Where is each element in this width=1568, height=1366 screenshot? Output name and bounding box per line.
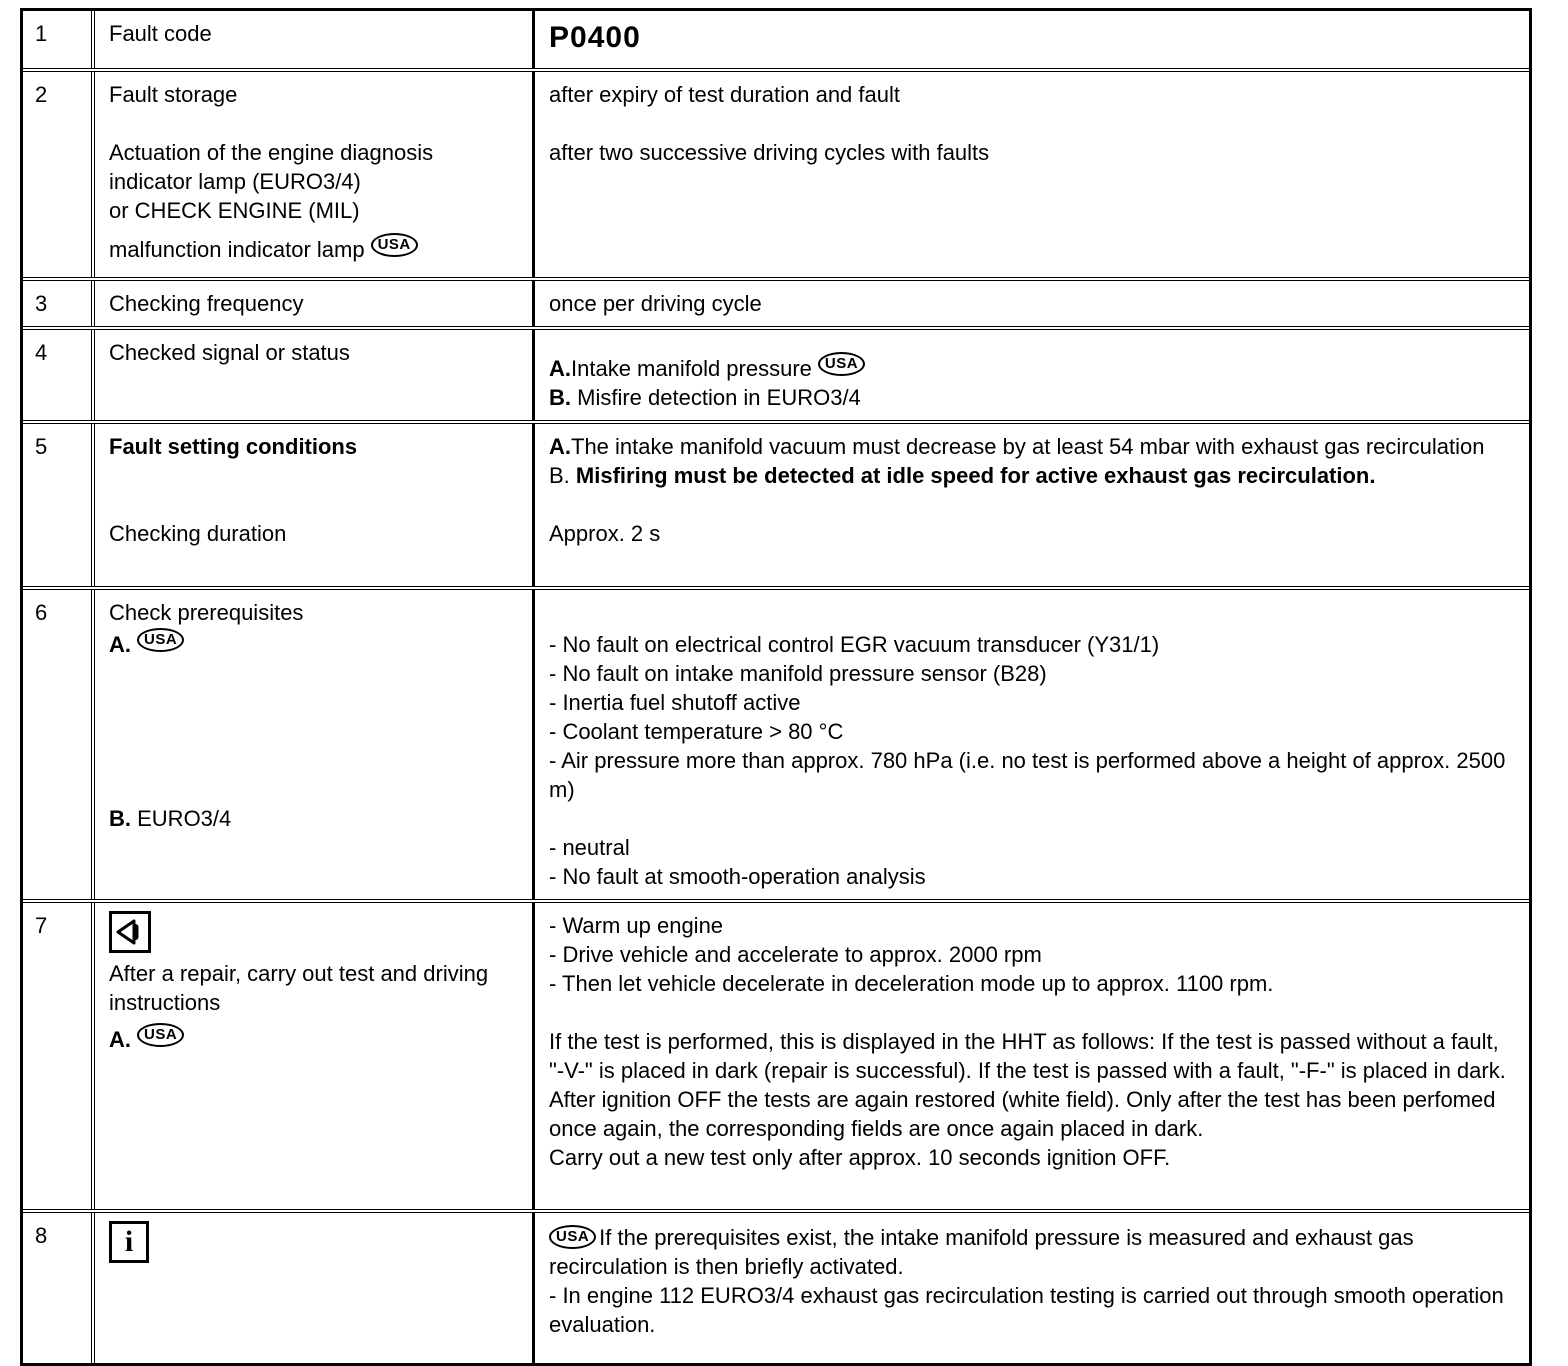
repair-test-label: After a repair, carry out test and driving instructions [109, 961, 489, 1015]
fault-storage-value: after expiry of test duration and fault [549, 82, 900, 107]
row-number: 3 [23, 281, 95, 326]
driving-steps-list [549, 911, 1513, 998]
check-prerequisites-label: Check prerequisites [109, 600, 304, 625]
fault-code-table [20, 8, 1532, 1366]
row-label [95, 590, 535, 899]
prereq-b-text: EURO3/4 [137, 806, 232, 831]
table-row-5 [23, 420, 1529, 586]
row-label [95, 1213, 535, 1363]
list-item: - Then let vehicle decelerate in deceleration mode up to approx. 1100 rpm. [549, 971, 1274, 996]
driving-cycles-value: after two successive driving cycles with faults [549, 140, 990, 165]
signal-a-text: Intake manifold pressure [571, 356, 812, 381]
list-item: - Drive vehicle and accelerate to approx. 2000 rpm [549, 942, 1042, 967]
condition-b-line [549, 461, 1513, 490]
prereq-list-b [549, 833, 1513, 891]
row-label [95, 72, 535, 277]
info-icon [109, 1221, 149, 1263]
info-text: If the prerequisites exist, the intake manifold pressure is measured and exhaust gas recirculation is then briefly activated. [549, 1225, 1414, 1279]
row-value [535, 590, 1529, 899]
item-a-prefix: A. [109, 1027, 131, 1052]
row-value [535, 903, 1529, 1209]
table-row-2 [23, 68, 1529, 277]
item-b-prefix: B. [549, 385, 571, 410]
engine-112-note: - In engine 112 EURO3/4 exhaust gas recirculation testing is carried out through smooth operation evaluation. [549, 1283, 1504, 1337]
row-label [95, 281, 535, 326]
row-number: 4 [23, 330, 95, 420]
table-row-1 [23, 11, 1529, 68]
row-number: 8 [23, 1213, 95, 1363]
fault-code-value: P0400 [549, 21, 641, 54]
row-number: 5 [23, 424, 95, 586]
row-label [95, 11, 535, 68]
row-number: 2 [23, 72, 95, 277]
fault-setting-conditions-label: Fault setting conditions [109, 434, 358, 459]
checking-frequency-value: once per driving cycle [549, 291, 762, 316]
list-item: - Inertia fuel shutoff active [549, 690, 801, 715]
new-test-note: Carry out a new test only after approx. 10 seconds ignition OFF. [549, 1145, 1171, 1170]
checked-signal-label: Checked signal or status [109, 340, 350, 365]
info-icon-glyph: i [124, 1225, 134, 1258]
prereq-list-a [549, 630, 1513, 804]
list-item: - No fault on intake manifold pressure sensor (B28) [549, 661, 1047, 686]
row-label [95, 903, 535, 1209]
usa-stamp-icon: USA [137, 628, 184, 652]
row-value [535, 1213, 1529, 1363]
usa-stamp-icon: USA [371, 233, 418, 257]
condition-a-text: The intake manifold vacuum must decrease by at least 54 mbar with exhaust gas recirculation [571, 434, 1485, 459]
table-row-8 [23, 1209, 1529, 1363]
usa-stamp-icon: USA [818, 352, 865, 376]
row-value [535, 330, 1529, 420]
table-row-7 [23, 899, 1529, 1209]
row-label [95, 424, 535, 586]
row-value [535, 281, 1529, 326]
repair-a-line [109, 1025, 518, 1054]
prereq-a-line [109, 630, 518, 659]
item-a-prefix: A. [549, 434, 571, 459]
usa-stamp-icon: USA [549, 1225, 596, 1249]
checking-duration-value: Approx. 2 s [549, 521, 661, 546]
row-number: 7 [23, 903, 95, 1209]
list-item: - No fault at smooth-operation analysis [549, 864, 926, 889]
list-item: - Warm up engine [549, 913, 724, 938]
checking-frequency-label: Checking frequency [109, 291, 304, 316]
note-speaker-icon [109, 911, 151, 953]
fault-storage-label: Fault storage [109, 82, 238, 107]
mil-lamp-label: malfunction indicator lamp [109, 237, 365, 262]
condition-a-line [549, 432, 1513, 461]
row-value [535, 11, 1529, 68]
item-b-prefix: B. [549, 463, 570, 488]
check-engine-label: or CHECK ENGINE (MIL) [109, 198, 360, 223]
row-number: 1 [23, 11, 95, 68]
info-paragraph [549, 1223, 1513, 1281]
condition-b-text: Misfiring must be detected at idle speed for active exhaust gas recirculation. [575, 463, 1376, 488]
mil-lamp-line [109, 235, 518, 264]
signal-a-line [549, 354, 1513, 383]
row-label [95, 330, 535, 420]
row-number: 6 [23, 590, 95, 899]
usa-stamp-icon: USA [137, 1023, 184, 1047]
list-item: - Coolant temperature > 80 °C [549, 719, 844, 744]
signal-b-text: Misfire detection in EURO3/4 [577, 385, 861, 410]
lamp-actuation-label: Actuation of the engine diagnosis indicator lamp (EURO3/4) [109, 140, 434, 194]
list-item: - Air pressure more than approx. 780 hPa (i.e. no test is performed above a height of approx. 2500 m) [549, 748, 1506, 802]
hht-test-paragraph: If the test is performed, this is displayed in the HHT as follows: If the test is passed without a fault, "-V-" is placed in dark (repair is successful). If the test is passed with a fault, "-F-" is placed in dark. After ignition OFF the tests are again restored (white field). Only after the test has been perfomed once again, the corresponding fields are once again placed in dark. [549, 1029, 1506, 1141]
prereq-b-line [109, 804, 518, 833]
item-b-prefix: B. [109, 806, 131, 831]
row-value [535, 72, 1529, 277]
item-a-prefix: A. [109, 632, 131, 657]
row-value [535, 424, 1529, 586]
fault-code-label: Fault code [109, 21, 212, 46]
item-a-prefix: A. [549, 356, 571, 381]
list-item: - No fault on electrical control EGR vacuum transducer (Y31/1) [549, 632, 1160, 657]
signal-b-line [549, 383, 1513, 412]
checking-duration-label: Checking duration [109, 521, 287, 546]
table-row-3 [23, 277, 1529, 326]
list-item: - neutral [549, 835, 630, 860]
table-row-4 [23, 326, 1529, 420]
table-row-6 [23, 586, 1529, 899]
